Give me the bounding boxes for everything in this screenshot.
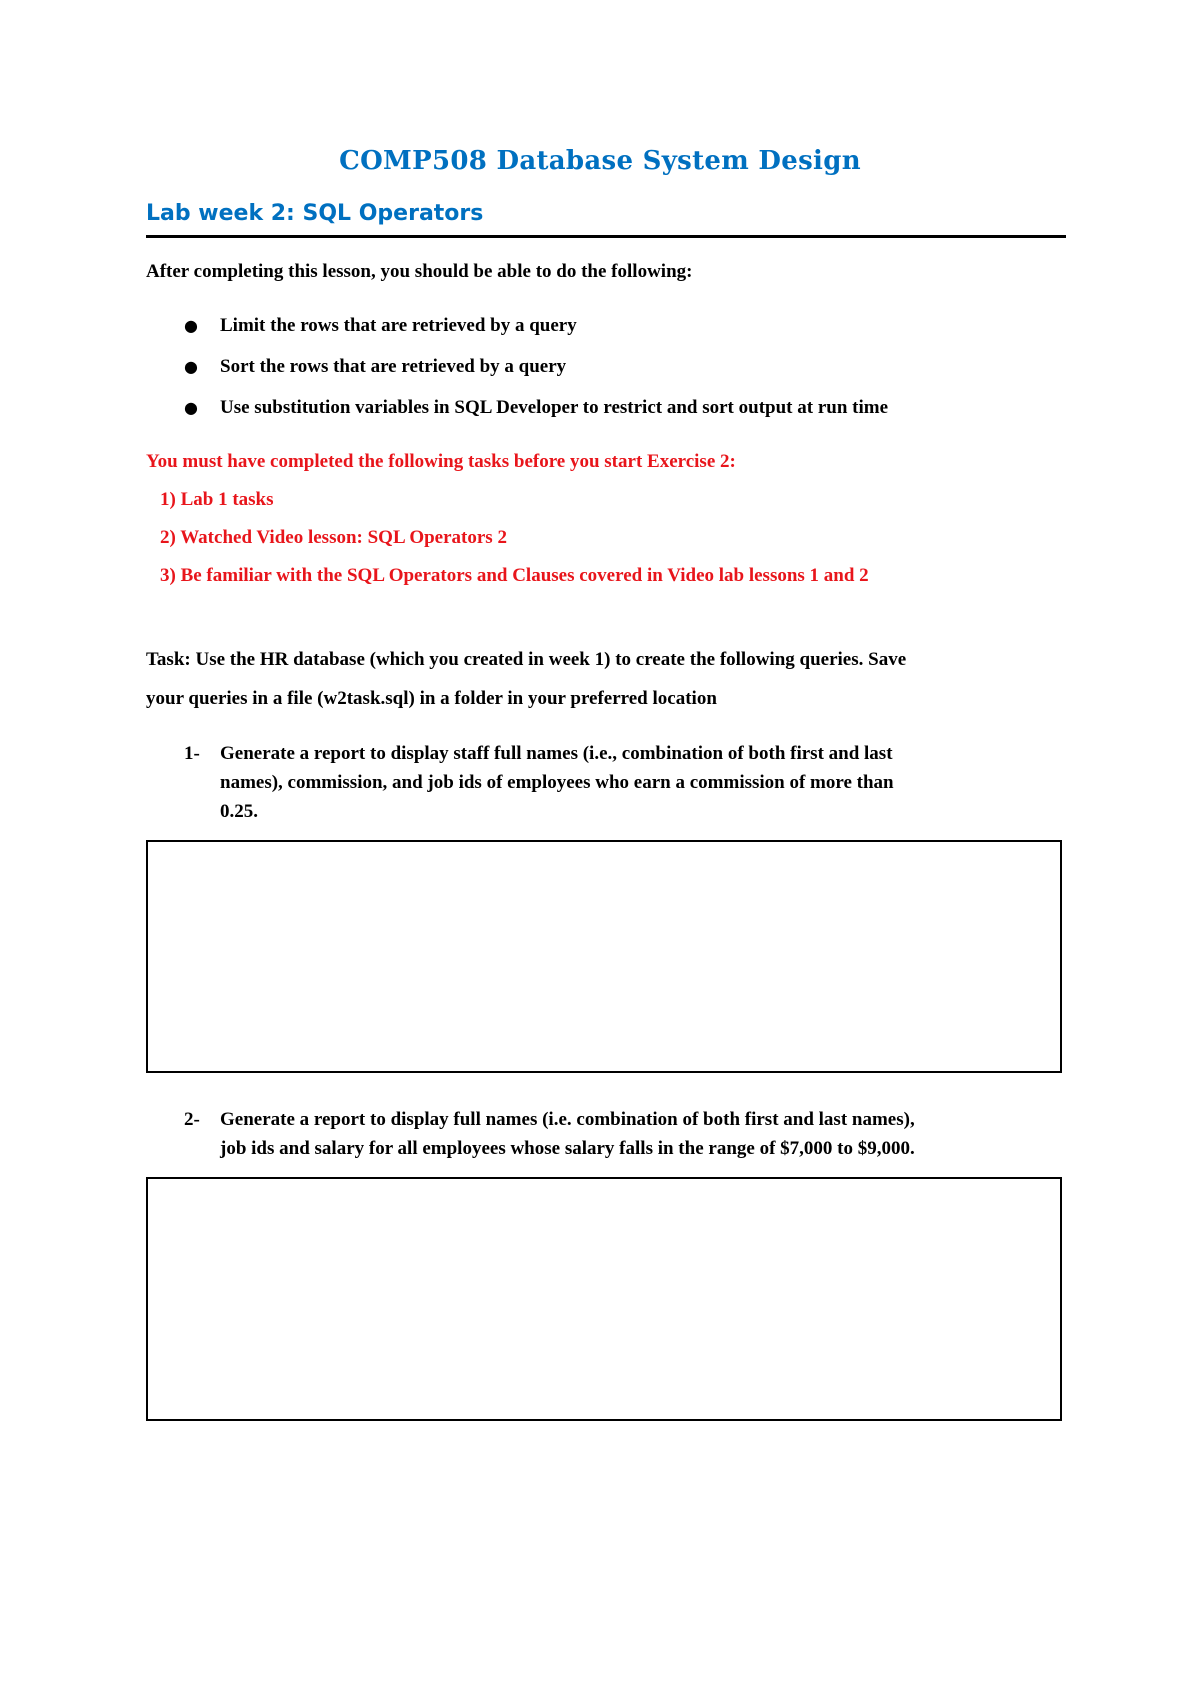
bullet-icon: ● <box>184 357 198 376</box>
page-title: COMP508 Database System Design <box>339 146 861 176</box>
answer-box-2[interactable] <box>146 1177 1062 1421</box>
question-text <box>220 1105 1100 1163</box>
task-description-line: your queries in a file (w2task.sql) in a folder in your preferred location <box>146 688 717 709</box>
answer-box-1[interactable] <box>146 840 1062 1073</box>
heading-divider <box>146 235 1066 238</box>
prerequisite-item: 1) Lab 1 tasks <box>160 489 274 510</box>
question-number: 2- <box>184 1109 200 1130</box>
task-description-line: Task: Use the HR database (which you created in week 1) to create the following queries. Save <box>146 649 907 670</box>
question-line: names), commission, and job ids of employees who earn a commission of more than <box>220 772 894 793</box>
prerequisite-item: 2) Watched Video lesson: SQL Operators 2 <box>160 527 507 548</box>
prerequisites-heading: You must have completed the following tasks before you start Exercise 2: <box>146 451 736 472</box>
objective-item: Limit the rows that are retrieved by a query <box>220 315 577 336</box>
intro-text: After completing this lesson, you should be able to do the following: <box>146 261 693 282</box>
objective-item: Sort the rows that are retrieved by a query <box>220 356 567 377</box>
question-line: Generate a report to display full names (i.e. combination of both first and last names), <box>220 1109 915 1130</box>
section-heading: Lab week 2: SQL Operators <box>146 201 484 226</box>
question-number: 1- <box>184 743 200 764</box>
question-line: 0.25. <box>220 801 258 822</box>
question-line: job ids and salary for all employees whose salary falls in the range of $7,000 to $9,000. <box>220 1138 915 1159</box>
prerequisite-item: 3) Be familiar with the SQL Operators and Clauses covered in Video lab lessons 1 and 2 <box>160 565 869 586</box>
question-text <box>220 739 1100 826</box>
bullet-icon: ● <box>184 398 198 417</box>
bullet-icon: ● <box>184 316 198 335</box>
objective-item: Use substitution variables in SQL Developer to restrict and sort output at run time <box>220 397 888 418</box>
question-line: Generate a report to display staff full names (i.e., combination of both first and last <box>220 743 893 764</box>
